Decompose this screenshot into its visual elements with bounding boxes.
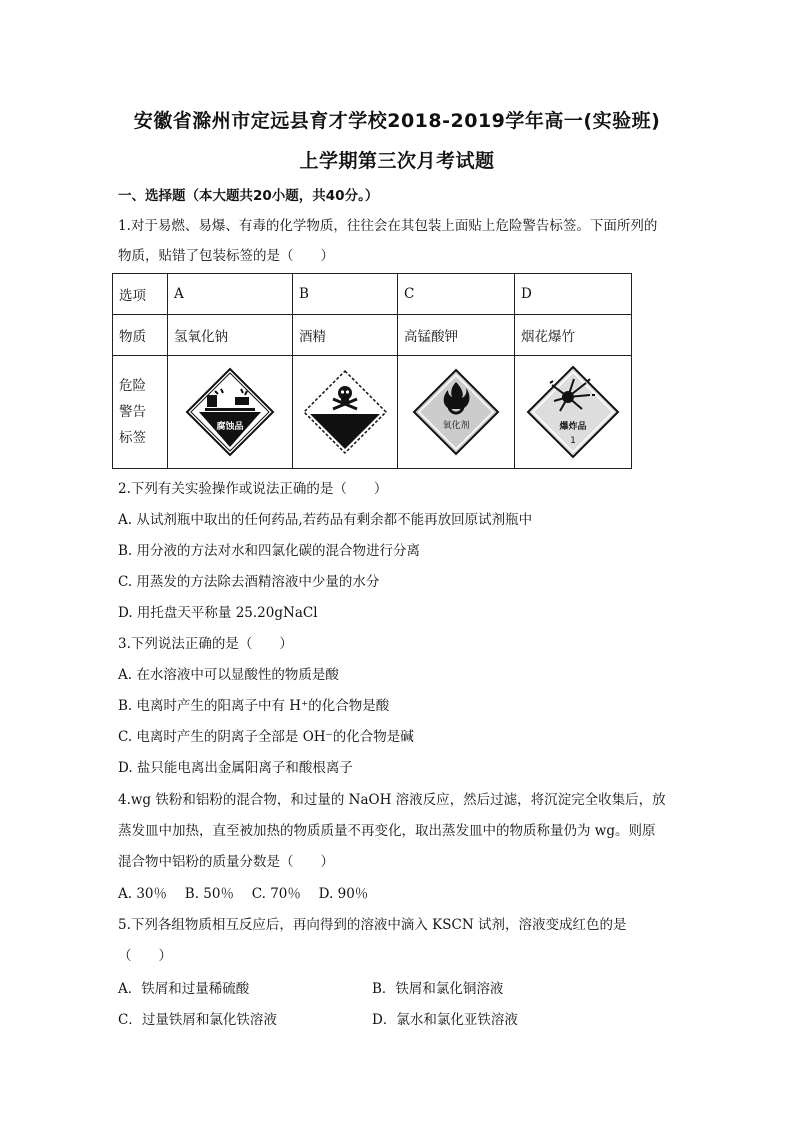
q3-stem: 3.下列说法正确的是（ ） (118, 636, 293, 652)
table-cell (293, 356, 398, 469)
sign-text: 爆炸品 (559, 422, 587, 432)
table-cell: 烟花爆竹 (515, 315, 632, 356)
q2-option-b: B. 用分液的方法对水和四氯化碳的混合物进行分离 (118, 543, 421, 559)
label-title-line: 危险 (119, 378, 146, 394)
explosive-sign-icon (526, 365, 620, 459)
q5-option-d: D．氯水和氯化亚铁溶液 (372, 1012, 518, 1028)
q3-option-a: A. 在水溶液中可以显酸性的物质是酸 (118, 667, 339, 683)
q5-stem-line2: （ ） (118, 948, 172, 964)
table-cell: B (293, 274, 398, 315)
sign-text: 氧化剂 (442, 421, 470, 431)
q5-option-c: C．过量铁屑和氯化铁溶液 (118, 1012, 277, 1028)
toxic-sign-icon (302, 369, 388, 455)
q3-option-b: B. 电离时产生的阳离子中有 H⁺的化合物是酸 (118, 698, 390, 714)
hazard-label-table (112, 273, 632, 469)
exam-title-line1: 安徽省滁州市定远县育才学校2018-2019学年高一(实验班) (133, 110, 661, 132)
section-heading: 一、选择题（本大题共20小题，共40分。） (118, 188, 379, 204)
oxidizer-sign-icon (412, 368, 500, 456)
table-cell (168, 356, 293, 469)
q2-stem: 2.下列有关实验操作或说法正确的是（ ） (118, 481, 388, 497)
table-cell: 选项 (113, 274, 168, 315)
q5-option-a: A．铁屑和过量稀硫酸 (118, 981, 250, 997)
table-cell: C (398, 274, 515, 315)
table-cell: 氢氧化钠 (168, 315, 293, 356)
corrosive-sign-icon (185, 367, 275, 457)
q2-option-a: A. 从试剂瓶中取出的任何药品,若药品有剩余都不能再放回原试剂瓶中 (118, 512, 533, 528)
q4-options: A. 30％ B. 50％ C. 70％ D. 90％ (118, 886, 369, 902)
q3-option-c: C. 电离时产生的阴离子全部是 OH⁻的化合物是碱 (118, 729, 414, 745)
table-cell: 高锰酸钾 (398, 315, 515, 356)
table-cell (515, 356, 632, 469)
label-title-line: 标签 (119, 430, 146, 446)
q5-option-b: B．铁屑和氯化铜溶液 (372, 981, 504, 997)
table-cell: D (515, 274, 632, 315)
sign-number: 1 (570, 436, 576, 446)
table-cell: 酒精 (293, 315, 398, 356)
q2-option-c: C. 用蒸发的方法除去酒精溶液中少量的水分 (118, 574, 380, 590)
q4-stem-line2: 蒸发皿中加热，直至被加热的物质质量不再变化，取出蒸发皿中的物质称量仍为 wg。则原 (118, 823, 656, 839)
q1-stem-line2: 物质，贴错了包装标签的是（ ） (118, 248, 334, 264)
q4-stem-line1: 4.wg 铁粉和铝粉的混合物，和过量的 NaOH 溶液反应，然后过滤，将沉淀完全收集后，放 (118, 792, 666, 808)
table-row (113, 356, 632, 469)
label-title-line: 警告 (119, 404, 146, 420)
q4-stem-line3: 混合物中铝粉的质量分数是（ ） (118, 854, 334, 870)
q3-option-d: D. 盐只能电离出金属阳离子和酸根离子 (118, 760, 353, 776)
q5-stem-line1: 5.下列各组物质相互反应后，再向得到的溶液中滴入 KSCN 试剂，溶液变成红色的是 (118, 917, 627, 933)
table-row (113, 315, 632, 356)
table-row (113, 274, 632, 315)
table-cell (113, 356, 168, 469)
table-cell (398, 356, 515, 469)
sign-text: 腐蚀品 (216, 422, 244, 432)
exam-title-line2: 上学期第三次月考试题 (299, 150, 495, 172)
q2-option-d: D. 用托盘天平称量 25.20gNaCl (118, 605, 318, 621)
table-cell: 物质 (113, 315, 168, 356)
q1-stem-line1: 1.对于易燃、易爆、有毒的化学物质，往往会在其包装上面贴上危险警告标签。下面所列的 (118, 218, 658, 234)
table-cell: A (168, 274, 293, 315)
